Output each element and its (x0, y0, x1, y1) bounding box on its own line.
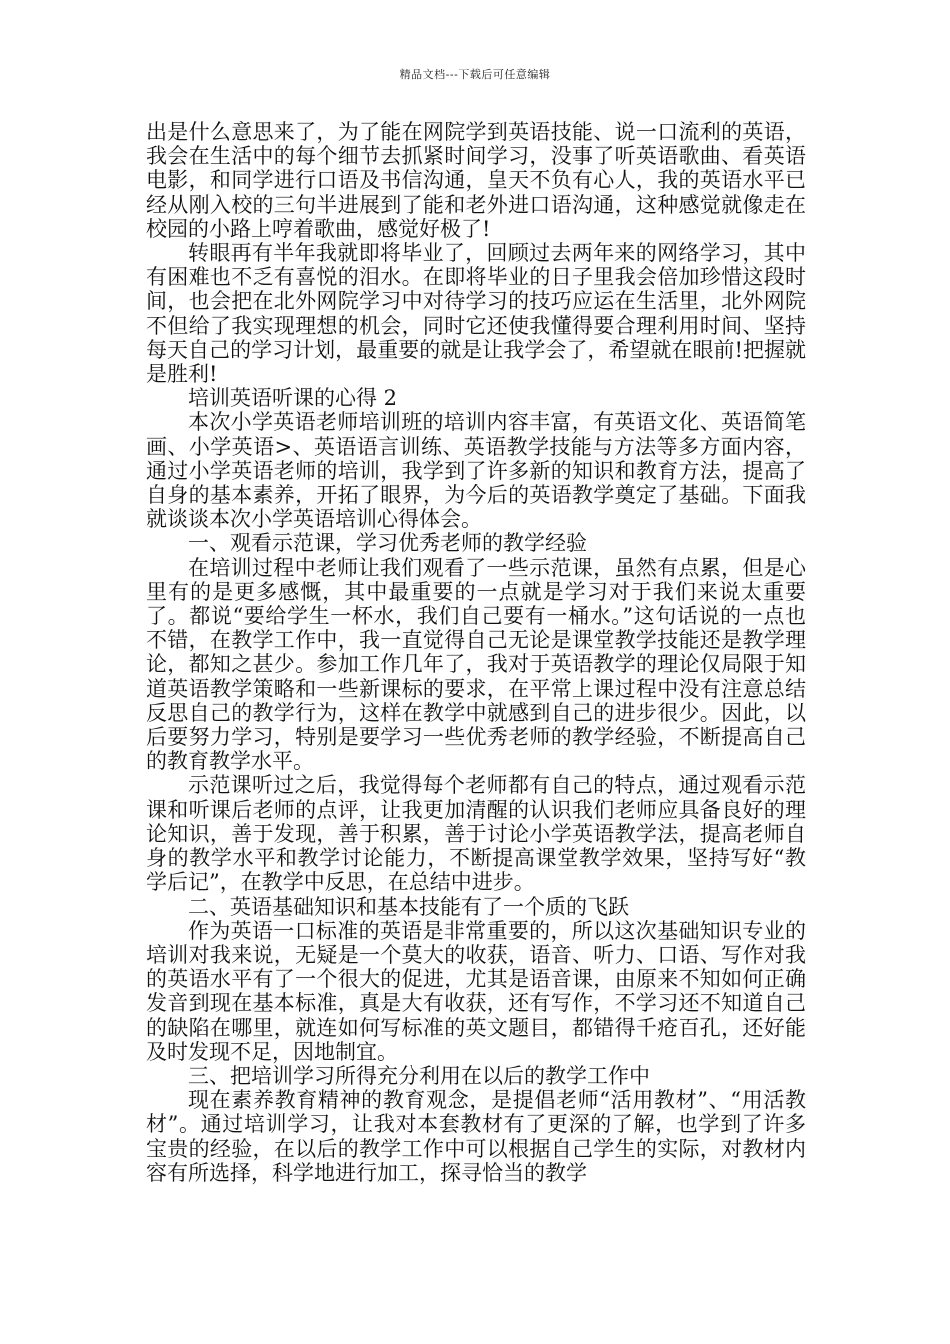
page-header: 精品文档---下载后可任意编辑 (399, 68, 551, 81)
paragraph: 转眼再有半年我就即将毕业了，回顾过去两年来的网络学习，其中有困难也不乏有喜悦的泪水。在即将毕业的日子里我会倍加珍惜这段时间，也会把在北外网院学习中对待学习的技巧应运在生活里，北外网院不但给了我实现理想的机会，同时它还使我懂得要合理利用时间、坚持每天自己的学习计划，最重要的就是让我学会了，希望就在眼前!把握就是胜利! (146, 241, 806, 387)
paragraph-continuation: 出是什么意思来了，为了能在网院学到英语技能、说一口流利的英语，我会在生活中的每个细节去抓紧时间学习，没事了听英语歌曲、看英语电影，和同学进行口语及书信沟通，皇天不负有心人，我的英语水平已经从刚入校的三句半进展到了能和老外进口语沟通，这种感觉就像走在校园的小路上哼着歌曲，感觉好极了! (146, 120, 806, 241)
section-title: 培训英语听课的心得 2 (188, 386, 398, 411)
document-body (146, 120, 806, 1185)
paragraph: 示范课听过之后，我觉得每个老师都有自己的特点，通过观看示范课和听课后老师的点评，让我更加清醒的认识我们老师应具备良好的理论知识，善于发现，善于积累，善于讨论小学英语教学法，提高老师自身的教学水平和教学讨论能力，不断提高课堂教学效果，坚持写好“教学后记”，在教学中反思，在总结中进步。 (146, 773, 806, 895)
paragraph: 本次小学英语老师培训班的培训内容丰富，有英语文化、英语简笔画、小学英语>、英语语言训练、英语教学技能与方法等多方面内容，通过小学英语老师的培训，我学到了许多新的知识和教育方法，提高了自身的基本素养，开拓了眼界，为今后的英语教学奠定了基础。下面我就谈谈本次小学英语培训心得体会。 (146, 410, 806, 532)
subheading: 二、英语基础知识和基本技能有了一个质的飞跃 (188, 894, 629, 919)
paragraph: 现在素养教育精神的教育观念，是提倡老师“活用教材”、“用活教材”。通过培训学习，让我对本套教材有了更深的了解，也学到了许多宝贵的经验，在以后的教学工作中可以根据自己学生的实际，对教材内容有所选择，科学地进行加工，探寻恰当的教学 (146, 1088, 806, 1185)
subheading: 三、把培训学习所得充分利用在以后的教学工作中 (188, 1063, 650, 1088)
subheading: 一、观看示范课，学习优秀老师的教学经验 (188, 531, 587, 556)
paragraph: 在培训过程中老师让我们观看了一些示范课，虽然有点累，但是心里有的是更多感慨，其中最重要的一点就是学习对于我们来说太重要了。都说“要给学生一杯水，我们自己要有一桶水。”这句话说的一点也不错，在教学工作中，我一直觉得自己无论是课堂教学技能还是教学理论，都知之甚少。参加工作几年了，我对于英语教学的理论仅局限于知道英语教学策略和一些新课标的要求，在平常上课过程中没有注意总结反思自己的教学行为，这样在教学中就感到自己的进步很少。因此，以后要努力学习，特别是要学习一些优秀老师的教学经验，不断提高自己的教育教学水平。 (146, 555, 806, 774)
paragraph: 作为英语一口标准的英语是非常重要的，所以这次基础知识专业的培训对我来说，无疑是一个莫大的收获，语音、听力、口语、写作对我的英语水平有了一个很大的促进，尤其是语音课，由原来不知如何正确发音到现在基本标准，真是大有收获，还有写作，不学习还不知道自己的缺陷在哪里，就连如何写标准的英文题目，都错得千疮百孔，还好能及时发现不足，因地制宜。 (146, 918, 806, 1064)
